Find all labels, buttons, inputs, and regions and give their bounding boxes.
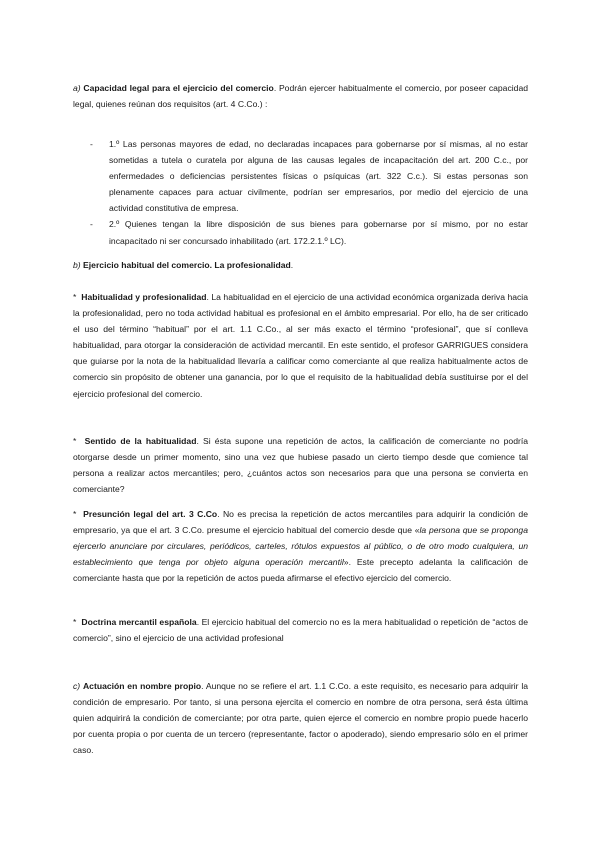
star-marker: *	[73, 509, 77, 519]
star-marker: *	[73, 292, 77, 302]
section-c	[73, 678, 528, 758]
list-bullet: -	[90, 219, 93, 230]
section-a-intro	[73, 80, 528, 112]
section-a-label: a)	[73, 83, 81, 93]
paragraph-title: Doctrina mercantil española	[81, 617, 197, 627]
section-b-title-end: .	[290, 260, 294, 270]
section-a-list	[73, 136, 528, 249]
paragraph-text: . No es precisa la repetición de actos mercantiles para adquirir la condición de empresario, ya que el art. 3 C.Co. presume el ejercicio habitual del comercio desde que	[73, 509, 528, 536]
section-b-title: Ejercicio habitual del comercio. La profesionalidad	[83, 260, 291, 270]
paragraph-title: Sentido de la habitualidad	[84, 436, 197, 446]
section-b-heading	[73, 257, 528, 273]
section-b	[73, 257, 528, 273]
paragraph-text-after: . Este precepto adelanta la calificación de comerciante hasta que por la repetición de actos pueda afirmarse el efectivo ejercicio del comercio.	[73, 557, 528, 584]
section-c-text: . Aunque no se refiere el art. 1.1 C.Co. a este requisito, es necesario para adquirir la condición de empresario. Por tanto, si una persona ejercita el comercio en nombre de otra persona, será ésta última quien adquirirá la condición de comerciante; por otra parte, quien ejerce el comercio en nombre propio puede hacerlo por cuenta propia o por cuenta de un tercero (representante, factor o apoderado), siendo empresario sólo en el primer caso.	[73, 681, 529, 756]
paragraph-doctrina	[73, 614, 528, 646]
paragraph-text: . El ejercicio habitual del comercio no es la mera habitualidad o repetición de “actos de comercio”, sino el ejercicio de una actividad profesional	[73, 617, 528, 644]
quote-open: «	[414, 525, 420, 536]
paragraph-habitualidad	[73, 289, 528, 402]
star-marker: *	[73, 617, 77, 627]
list-item	[73, 216, 528, 248]
legal-quote: la persona que se proponga ejercerlo anunciare por circulares, periódicos, carteles, rótulos expuestos al público, o de otro modo cualquiera, un establecimiento que tenga por objeto alguna operación mercantil	[73, 525, 528, 568]
paragraph-text: . La habitualidad en el ejercicio de una actividad económica organizada deriva hacia la profesionalidad, pero no toda actividad habitual es profesional en el ámbito empresarial. Por ello, ha de ser criticado el uso del término “habitual” por el art. 1.1 C.Co., al ser más exacto el término “profesional”, que sí conlleva habitualidad, para otorgar la consideración de actividad mercantil. En este sentido, el profesor GARRIGUES considera que guiarse por la nota de la habitualidad llevaría a calificar como comerciante al que realiza habitualmente actos de comercio sin propósito de obtener una ganancia, por lo que el requisito de la habitualidad debía sustituirse por el del ejercicio profesional del comercio.	[73, 292, 528, 399]
list-bullet: -	[90, 139, 93, 149]
paragraph-sentido	[73, 433, 528, 497]
paragraph-title: Presunción legal del art. 3 C.Co	[83, 509, 218, 519]
section-a-text: . Podrán ejercer habitualmente el comercio, por poseer capacidad legal, quienes reúnan dos requisitos (art. 4 C.Co.) :	[73, 83, 528, 110]
star-marker: *	[73, 436, 77, 446]
list-item-text: 1.º Las personas mayores de edad, no declaradas incapaces para gobernarse por sí mismas, al no estar sometidas a tutela o curatela por alguna de las causas legales de incapacitación del art. 200 C.c., por enfermedades o deficiencias persistentes físicas o psíquicas (art. 322 C.c.). Si estas personas son plenamente capaces para actuar civilmente, podrían ser empresarios, por medio del ejercicio de una actividad constitutiva de empresa.	[109, 139, 528, 214]
list-item	[73, 136, 528, 216]
quote-close: »	[343, 557, 349, 568]
paragraph-text: . Si ésta supone una repetición de actos, la calificación de comerciante no podría otorgarse desde un primer momento, sino una vez que hubiese pasado un cierto tiempo desde que comience tal persona a realizar actos mercantiles; pero, ¿cuántos actos son necesarios para que una persona se convierta en comerciante?	[73, 436, 529, 495]
paragraph-title: Habitualidad y profesionalidad	[81, 292, 207, 302]
section-c-label: c)	[73, 681, 81, 691]
list-item-text: 2.º Quienes tengan la libre disposición de sus bienes para gobernarse por sí mismo, por no estar incapacitado ni ser concursado inhabilitado (art. 172.2.1.º LC).	[109, 219, 528, 246]
section-c-title: Actuación en nombre propio	[82, 681, 202, 691]
paragraph-presuncion	[73, 506, 528, 586]
section-b-label: b)	[73, 260, 81, 270]
section-a	[73, 80, 528, 112]
section-a-title: Capacidad legal para el ejercicio del comercio	[83, 83, 274, 93]
